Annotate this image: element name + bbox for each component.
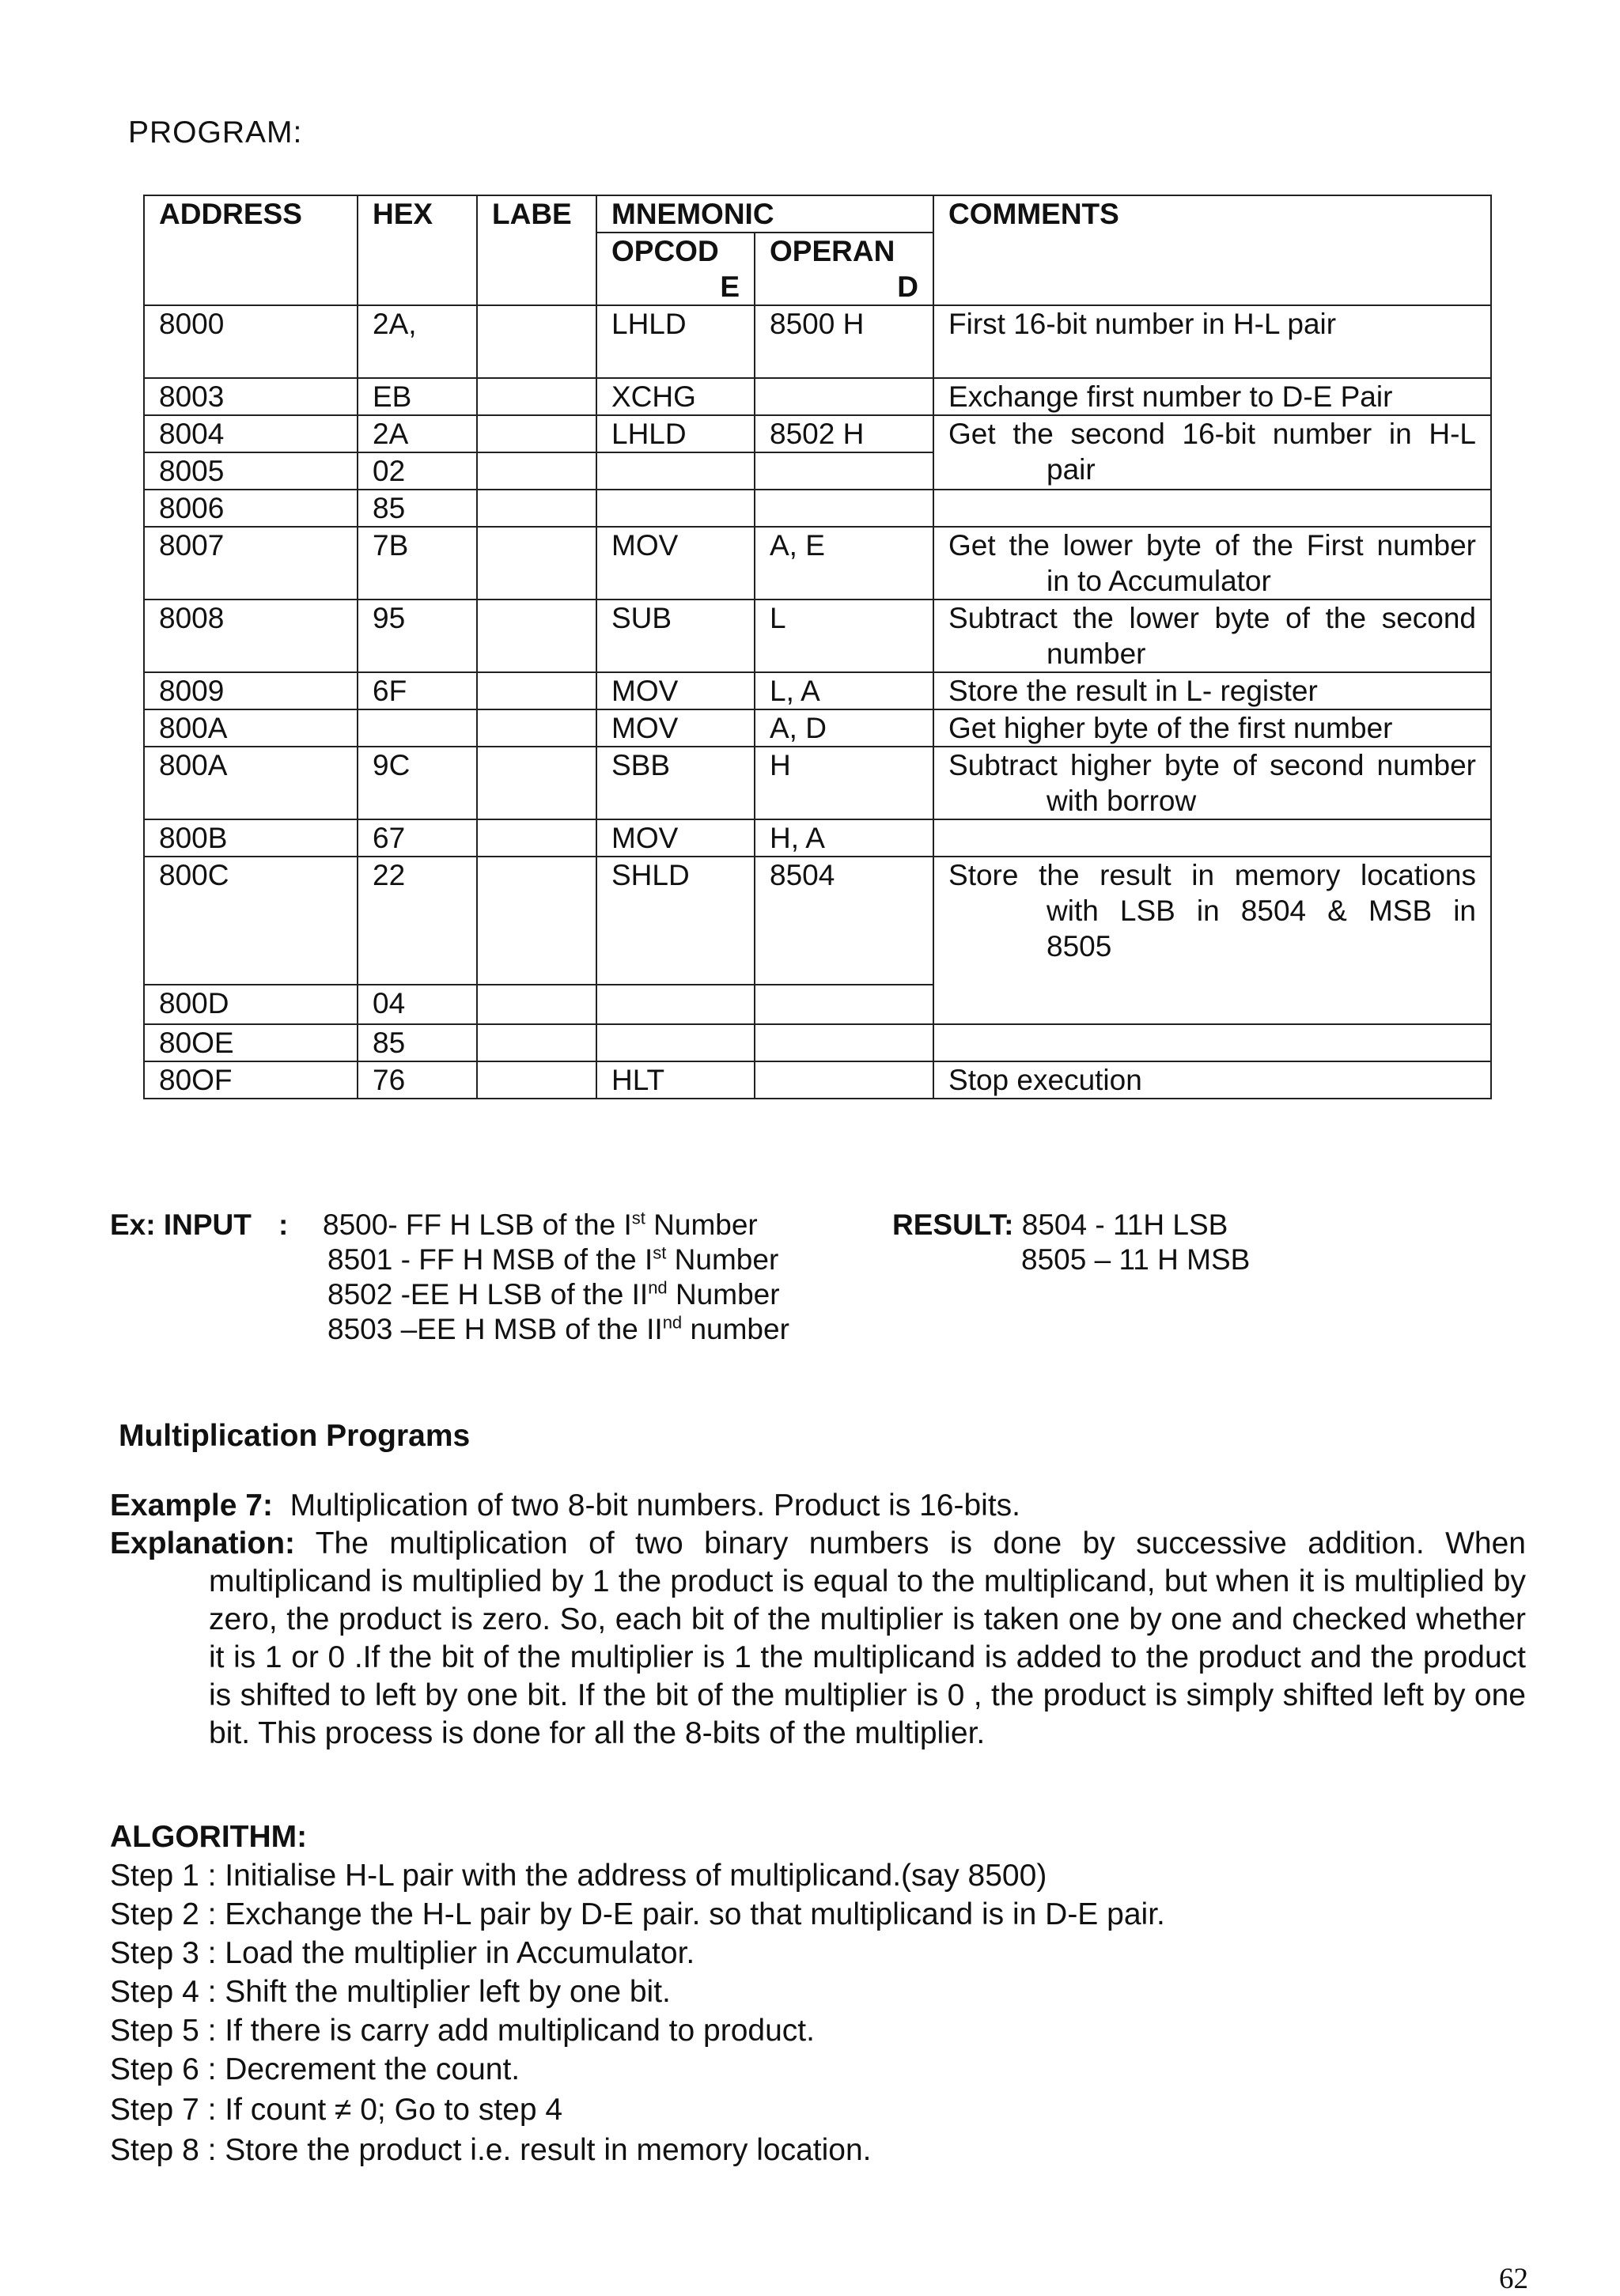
input-line: 8502 -EE H LSB of the IInd Number: [327, 1277, 780, 1311]
cell-opcode: MOV: [596, 672, 755, 709]
cell-comment: Exchange first number to D-E Pair: [933, 378, 1491, 415]
cell-label: [477, 985, 596, 1024]
comment-line: Get the second 16-bit number in H-L: [948, 418, 1477, 450]
cell-comment: Get higher byte of the first number: [933, 709, 1491, 747]
input-line: 8503 –EE H MSB of the IInd number: [327, 1312, 789, 1345]
header-operand-line2: D: [897, 270, 919, 303]
cell-label: [477, 819, 596, 857]
result-line: 8505 – 11 H MSB: [1021, 1243, 1251, 1276]
comment-line: number: [1047, 637, 1146, 670]
cell-operand: [755, 1061, 933, 1099]
cell-address: 800D: [144, 985, 358, 1024]
cell-label: [477, 527, 596, 600]
cell-hex: 22: [358, 857, 477, 985]
comment-line: Subtract higher byte of second number: [948, 749, 1477, 781]
table-row: [144, 819, 1491, 857]
cell-operand: [755, 452, 933, 490]
cell-opcode: [596, 985, 755, 1024]
cell-address: 8004: [144, 415, 358, 452]
table-row: [144, 1061, 1491, 1099]
algorithm-step: Step 8 : Store the product i.e. result in memory location.: [110, 2133, 872, 2167]
cell-operand: H: [755, 747, 933, 819]
cell-operand: L: [755, 600, 933, 672]
header-comments: COMMENTS: [933, 195, 1491, 305]
cell-hex: 2A: [358, 415, 477, 452]
cell-hex: 2A,: [358, 305, 477, 378]
cell-label: [477, 600, 596, 672]
cell-opcode: XCHG: [596, 378, 755, 415]
cell-hex: 95: [358, 600, 477, 672]
cell-address: 8007: [144, 527, 358, 600]
comment-line: with LSB in 8504 & MSB in: [1047, 895, 1477, 927]
cell-label: [477, 415, 596, 452]
example7-line: [110, 1487, 1020, 1525]
table-row: [144, 1024, 1491, 1061]
cell-opcode: SHLD: [596, 857, 755, 985]
cell-comment: [933, 857, 1491, 1024]
cell-operand: [755, 378, 933, 415]
cell-comment: [933, 415, 1491, 490]
cell-operand: [755, 985, 933, 1024]
cell-address: 8000: [144, 305, 358, 378]
cell-address: 80OE: [144, 1024, 358, 1061]
table-row: [144, 600, 1491, 672]
algorithm-step: Step 7 : If count ≠ 0; Go to step 4: [110, 2093, 563, 2127]
program-table: [143, 195, 1492, 1099]
cell-comment: [933, 1024, 1491, 1061]
cell-label: [477, 709, 596, 747]
table-row: [144, 305, 1491, 378]
algorithm-step: Step 3 : Load the multiplier in Accumulator.: [110, 1936, 695, 1970]
cell-hex: 85: [358, 490, 477, 527]
cell-label: [477, 452, 596, 490]
comment-line: Store the result in memory locations: [948, 859, 1477, 891]
cell-comment: First 16-bit number in H-L pair: [933, 305, 1491, 378]
table-row: [144, 709, 1491, 747]
cell-label: [477, 747, 596, 819]
algorithm-step: Step 4 : Shift the multiplier left by one bit.: [110, 1975, 671, 2009]
explanation-body: multiplicand is multiplied by 1 the product is equal to the multiplicand, but when it is multiplied by zero, the product is zero. So, each bit of the multiplier is taken one by one and checked whether it is 1 or 0 .If the bit of the multiplier is 1 the multiplicand is added to the product and the product is shifted to left by one bit. If the bit of the multiplier is 0 , the product is simply shifted left by one bit. This process is done for all the 8-bits of the multiplier.: [209, 1564, 1526, 1750]
cell-label: [477, 490, 596, 527]
comment-line: Get the lower byte of the First number: [948, 529, 1477, 562]
algorithm-step: Step 6 : Decrement the count.: [110, 2052, 520, 2086]
cell-operand: 8500 H: [755, 305, 933, 378]
cell-comment: [933, 490, 1491, 527]
example-input-lines: [323, 1208, 789, 1347]
cell-address: 800A: [144, 747, 358, 819]
explanation-first-line: Explanation: The multiplication of two binary numbers is done by successive addition. When: [110, 1526, 1526, 1560]
cell-opcode: MOV: [596, 527, 755, 600]
comment-line: pair: [1047, 453, 1096, 486]
cell-address: 80OF: [144, 1061, 358, 1099]
comment-line: with borrow: [1047, 785, 1197, 817]
header-opcode-line2: E: [720, 270, 740, 303]
result-line: RESULT: 8504 - 11H LSB: [892, 1209, 1228, 1241]
algorithm-step: Step 2 : Exchange the H-L pair by D-E pair. so that multiplicand is in D-E pair.: [110, 1897, 1165, 1931]
cell-address: 800C: [144, 857, 358, 985]
cell-label: [477, 1024, 596, 1061]
table-row: [144, 378, 1491, 415]
cell-hex: [358, 709, 477, 747]
header-hex: HEX: [358, 195, 477, 305]
algorithm: [110, 1818, 1165, 2169]
cell-opcode: MOV: [596, 819, 755, 857]
example-input-label: Ex: INPUT: [110, 1209, 252, 1241]
cell-operand: 8502 H: [755, 415, 933, 452]
table-row: [144, 490, 1491, 527]
cell-comment: [933, 527, 1491, 600]
table-row: [144, 672, 1491, 709]
cell-address: 8003: [144, 378, 358, 415]
cell-operand: 8504: [755, 857, 933, 985]
example7-label: Example 7:: [110, 1488, 273, 1522]
cell-address: 8009: [144, 672, 358, 709]
comment-line: Subtract the lower byte of the second: [948, 602, 1477, 634]
header-opcode-line1: OPCOD: [611, 235, 719, 267]
comment-line: in to Accumulator: [1047, 565, 1271, 597]
algorithm-title: ALGORITHM:: [110, 1820, 308, 1854]
cell-opcode: HLT: [596, 1061, 755, 1099]
cell-label: [477, 305, 596, 378]
cell-opcode: LHLD: [596, 415, 755, 452]
table-row: [144, 857, 1491, 985]
header-mnemonic: MNEMONIC: [596, 195, 933, 233]
example7-text: Multiplication of two 8-bit numbers. Product is 16-bits.: [290, 1488, 1021, 1522]
header-operand-line1: OPERAN: [770, 235, 895, 267]
table-row: [144, 527, 1491, 600]
cell-opcode: LHLD: [596, 305, 755, 378]
comment-line: 8505: [1047, 930, 1112, 963]
cell-hex: 6F: [358, 672, 477, 709]
cell-operand: A, E: [755, 527, 933, 600]
algorithm-step: Step 1 : Initialise H-L pair with the address of multiplicand.(say 8500): [110, 1859, 1047, 1893]
cell-operand: [755, 490, 933, 527]
explanation: [110, 1525, 1526, 1753]
cell-comment: Store the result in L- register: [933, 672, 1491, 709]
algorithm-step: Step 5 : If there is carry add multiplicand to product.: [110, 2014, 815, 2048]
header-label: LABE: [477, 195, 596, 305]
input-line: 8500- FF H LSB of the Ist Number: [323, 1208, 758, 1241]
cell-opcode: MOV: [596, 709, 755, 747]
cell-hex: 76: [358, 1061, 477, 1099]
cell-hex: 9C: [358, 747, 477, 819]
cell-opcode: [596, 490, 755, 527]
cell-hex: 04: [358, 985, 477, 1024]
cell-operand: A, D: [755, 709, 933, 747]
cell-opcode: SUB: [596, 600, 755, 672]
cell-hex: 67: [358, 819, 477, 857]
example-colon: :: [278, 1209, 289, 1241]
cell-comment: [933, 600, 1491, 672]
cell-opcode: [596, 452, 755, 490]
cell-comment: [933, 747, 1491, 819]
header-address: ADDRESS: [144, 195, 358, 305]
section-title: Multiplication Programs: [119, 1419, 471, 1453]
cell-opcode: [596, 1024, 755, 1061]
cell-operand: H, A: [755, 819, 933, 857]
cell-operand: L, A: [755, 672, 933, 709]
cell-address: 8005: [144, 452, 358, 490]
table-row: [144, 747, 1491, 819]
cell-hex: EB: [358, 378, 477, 415]
cell-opcode: SBB: [596, 747, 755, 819]
table-row: [144, 415, 1491, 452]
cell-address: 8006: [144, 490, 358, 527]
cell-label: [477, 672, 596, 709]
cell-label: [477, 857, 596, 985]
cell-address: 8008: [144, 600, 358, 672]
cell-operand: [755, 1024, 933, 1061]
input-line: 8501 - FF H MSB of the Ist Number: [327, 1243, 779, 1276]
cell-comment: Stop execution: [933, 1061, 1491, 1099]
header-opcode: [596, 233, 755, 305]
header-operand: [755, 233, 933, 305]
cell-hex: 02: [358, 452, 477, 490]
cell-comment: [933, 819, 1491, 857]
cell-hex: 7B: [358, 527, 477, 600]
cell-hex: 85: [358, 1024, 477, 1061]
cell-label: [477, 1061, 596, 1099]
cell-address: 800A: [144, 709, 358, 747]
page-number: 62: [1499, 2263, 1528, 2295]
program-heading: PROGRAM:: [128, 115, 303, 149]
cell-address: 800B: [144, 819, 358, 857]
cell-label: [477, 378, 596, 415]
example-result: [892, 1208, 1250, 1277]
